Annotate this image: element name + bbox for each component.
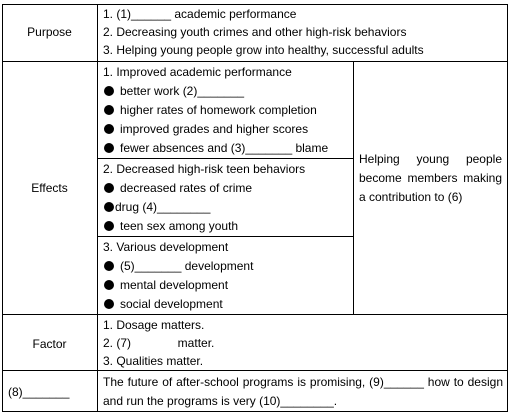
bullet-icon <box>104 280 114 290</box>
purpose-item-1: 1. (1)______ academic performance <box>103 7 297 21</box>
row-divider-purpose <box>2 61 508 62</box>
row-divider-factor <box>2 370 508 371</box>
group2-bullet-3: teen sex among youth <box>104 218 238 234</box>
factor-item-3: 3. Qualities matter. <box>103 354 204 368</box>
group3-title: 3. Various development <box>103 240 229 254</box>
group2-title: 2. Decreased high-risk teen behaviors <box>103 162 306 176</box>
bullet-icon <box>104 143 114 153</box>
group2-bullet-2: drug (4)________ <box>104 199 210 215</box>
purpose-item-3: 3. Helping young people grow into healthy, successful adults <box>103 43 424 57</box>
table-border-bottom <box>2 411 508 412</box>
purpose-label: Purpose <box>27 25 72 39</box>
bullet-icon <box>104 86 114 96</box>
bullet-icon <box>104 124 114 134</box>
purpose-item-2: 2. Decreasing youth crimes and other high-risk behaviors <box>103 25 407 39</box>
factor-label: Factor <box>32 337 67 351</box>
table-border-top <box>2 4 508 5</box>
group3-bullet-1: (5)_______ development <box>104 258 253 274</box>
bullet-icon <box>104 221 114 231</box>
group3-bullet-2: mental development <box>104 277 228 293</box>
effects-label: Effects <box>31 181 68 195</box>
factor-item-1: 1. Dosage matters. <box>103 318 205 332</box>
group3-bullet-3: social development <box>104 296 223 312</box>
effects-side-note: Helping young people become members making a contribution to (6) <box>359 152 502 204</box>
bullet-icon <box>104 261 114 271</box>
bullet-icon <box>104 202 114 212</box>
group1-bullet-1: better work (2)_______ <box>104 83 244 99</box>
row8-label: (8)_______ <box>8 385 70 399</box>
divider-group2 <box>97 236 353 237</box>
bullet-icon <box>104 299 114 309</box>
column-divider <box>97 4 98 412</box>
row-divider-effects <box>2 314 508 315</box>
group1-bullet-3: improved grades and higher scores <box>104 121 308 137</box>
row8-text: The future of after-school programs is promising, (9)______ how to design and run the programs is very (10)________. <box>103 375 503 408</box>
factor-item-2: 2. (7) matter. <box>103 336 215 350</box>
side-column-divider <box>353 61 354 315</box>
bullet-icon <box>104 105 114 115</box>
table-border-right <box>507 4 508 412</box>
divider-group1 <box>97 158 353 159</box>
group2-bullet-1: decreased rates of crime <box>104 180 252 196</box>
group1-title: 1. Improved academic performance <box>103 65 292 79</box>
bullet-icon <box>104 183 114 193</box>
group1-bullet-2: higher rates of homework completion <box>104 102 317 118</box>
group1-bullet-4: fewer absences and (3)_______ blame <box>104 140 328 156</box>
